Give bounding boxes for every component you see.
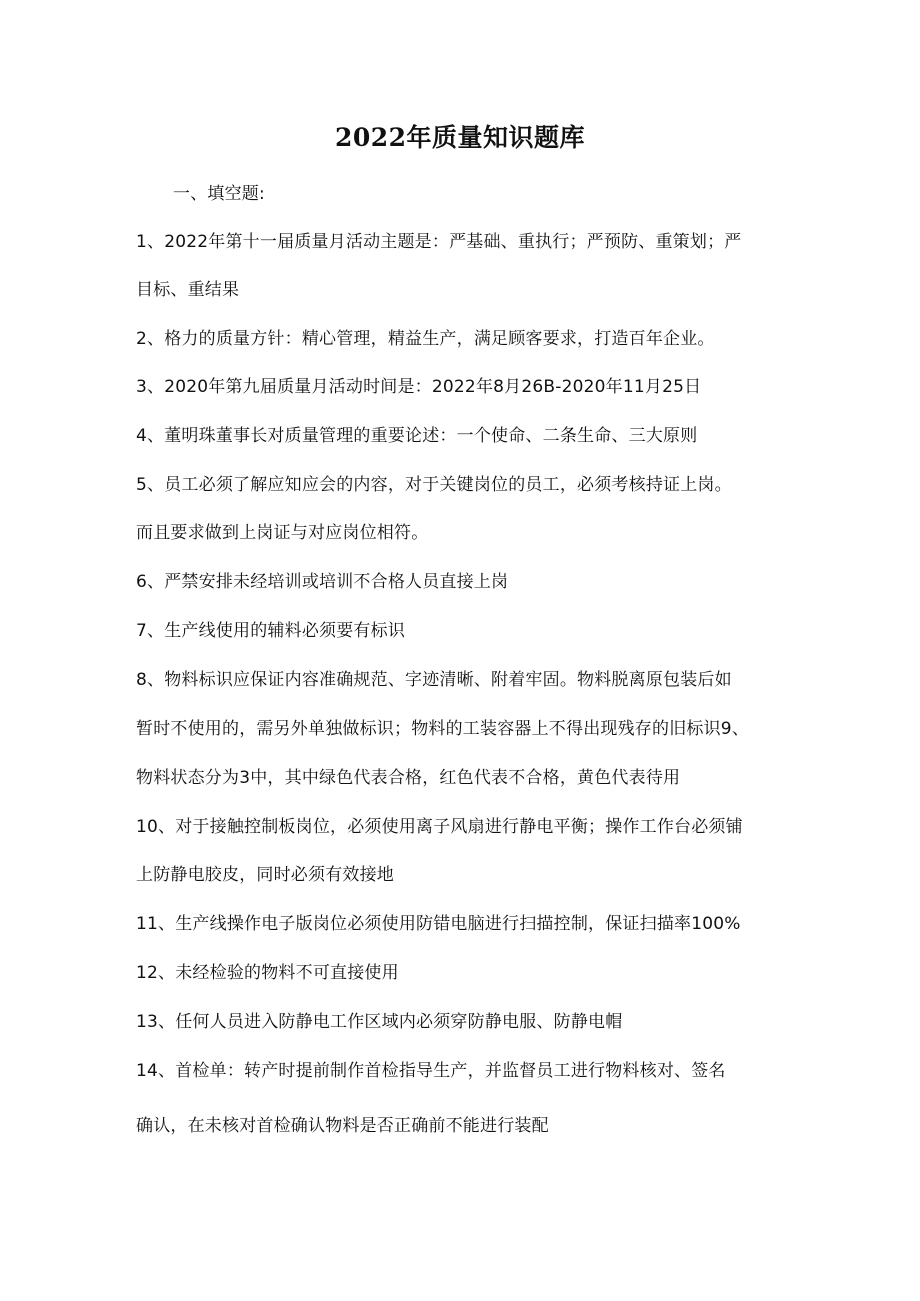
question-line: 目标、重结果 xyxy=(136,280,240,300)
question-line: 1、2022年第十一届质量月活动主题是：严基础、重执行；严预防、重策划；严 xyxy=(136,232,742,252)
question-line: 5、员工必须了解应知应会的内容，对于关键岗位的员工，必须考核持证上岗。 xyxy=(136,475,732,495)
question-line: 11、生产线操作电子版岗位必须使用防错电脑进行扫描控制，保证扫描率100% xyxy=(136,914,741,934)
question-line: 10、对于接触控制板岗位，必须使用离子风扇进行静电平衡；操作工作台必须铺 xyxy=(136,817,743,837)
question-line: 6、严禁安排未经培训或培训不合格人员直接上岗 xyxy=(136,572,509,592)
document-title: 2022年质量知识题库 xyxy=(334,123,586,152)
question-line: 14、首检单：转产时提前制作首检指导生产，并监督员工进行物料核对、签名 xyxy=(136,1061,726,1081)
question-line: 暂时不使用的，需另外单独做标识；物料的工装容器上不得出现残存的旧标识9、 xyxy=(136,719,750,739)
question-line: 确认，在未核对首检确认物料是否正确前不能进行装配 xyxy=(136,1116,549,1136)
question-line: 2、格力的质量方针：精心管理，精益生产，满足顾客要求，打造百年企业。 xyxy=(136,329,715,349)
question-line: 上防静电胶皮，同时必须有效接地 xyxy=(136,865,394,885)
question-line: 8、物料标识应保证内容准确规范、字迹清晰、附着牢固。物料脱离原包装后如 xyxy=(136,670,732,690)
question-line: 物料状态分为3中，其中绿色代表合格，红色代表不合格，黄色代表待用 xyxy=(136,768,681,788)
question-line: 3、2020年第九届质量月活动时间是：2022年8月26B-2020年11月25日 xyxy=(136,377,702,397)
question-line: 12、未经检验的物料不可直接使用 xyxy=(136,963,399,983)
question-line: 13、任何人员进入防静电工作区域内必须穿防静电服、防静电帽 xyxy=(136,1012,623,1032)
section-heading: 一、填空题: xyxy=(173,184,265,204)
question-line: 4、董明珠董事长对质量管理的重要论述：一个使命、二条生命、三大原则 xyxy=(136,426,698,446)
question-line: 7、生产线使用的辅料必须要有标识 xyxy=(136,621,406,641)
question-line: 而且要求做到上岗证与对应岗位相符。 xyxy=(136,523,429,543)
